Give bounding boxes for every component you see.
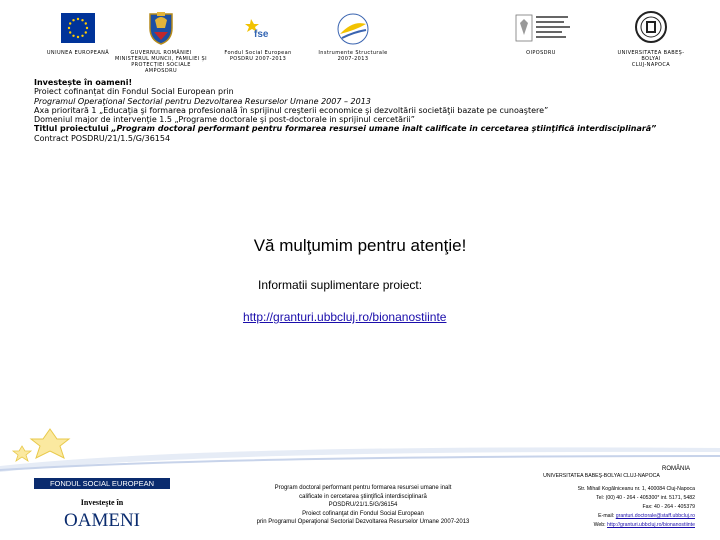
- program-line: Programul Operaţional Sectorial pentru Dezvoltarea Resurselor Umane 2007 – 2013: [34, 96, 371, 106]
- ministry-education-logo: [514, 12, 574, 46]
- intervention-domain-line: Domeniul major de intervenţie 1.5 „Programe doctorale şi post-doctorale in sprijinul cercetării”: [34, 115, 415, 125]
- svg-text:fse: fse: [254, 29, 269, 40]
- eu-star: [77, 36, 79, 38]
- fax-line: Fax: 40 - 264 - 405379: [642, 504, 695, 510]
- eu-star: [85, 22, 87, 24]
- contract-line: Contract POSDRU/21/1.5/G/36154: [34, 133, 171, 143]
- eu-caption: UNIUNEA EUROPEANĂ: [46, 50, 110, 56]
- oiposdru-caption: OIPOSDRU: [526, 50, 556, 56]
- project-info: [34, 78, 656, 143]
- eu-star: [69, 31, 71, 33]
- footer-fse-block: [34, 478, 170, 538]
- structural-instruments-caption: Instrumente Structurale 2007-2013: [318, 50, 388, 62]
- eu-flag-logo: [61, 13, 95, 43]
- slogan: Investește în oameni!: [34, 78, 133, 87]
- eu-star: [86, 27, 88, 29]
- fse-caption: Fondul Social European POSDRU 2007-2013: [224, 50, 292, 62]
- footer-romania-label: ROMÂNIA: [662, 466, 691, 472]
- footer-project-block: Program doctoral performant pentru formarea resursei umane inalt calificate in cercetarea ştiinţifică interdisciplinară POSDRU/21/1.5/G/36154 Proiect cofinanţat din Fondul Social European prin Programul Operaţional Sectorial Dezvoltarea Resurselor Umane 2007-2013: [256, 485, 470, 525]
- tel-line: Tel: (00) 40 - 264 - 405300* int. 5171, 5482: [596, 495, 695, 501]
- priority-axis-line: Axa prioritară 1 „Educaţia şi formarea profesională în sprijinul creşterii economice şi dezvoltării societăţii bazate pe cunoaştere”: [34, 105, 549, 115]
- romania-coat-of-arms-logo: [146, 10, 176, 46]
- cofinancing-line: Proiect cofinanțat din Fondul Social European prin: [34, 87, 234, 97]
- oameni-label: OAMENI: [64, 510, 140, 531]
- eu-star: [81, 35, 83, 37]
- eu-star: [77, 18, 79, 20]
- footer-contact-block: [508, 472, 695, 530]
- address-line: Str. Mihail Kogălniceanu nr. 1, 400084 Cluj-Napoca: [577, 486, 695, 492]
- ubb-caption: UNIVERSITATEA BABEȘ- BOLYAI CLUJ-NAPOCA: [617, 50, 685, 68]
- web-link[interactable]: http://granturi.ubbcluj.ro/bionanostiinte: [607, 522, 695, 528]
- fse-logo: [245, 15, 273, 41]
- romania-caption: GUVERNUL ROMÂNIEI MINISTERUL MUNCII, FAMILIEI ȘI PROTECȚIEI SOCIALE AMPOSDRU: [115, 50, 207, 74]
- more-info-label: Informatii suplimentare proiect:: [258, 278, 423, 292]
- project-link[interactable]: http://granturi.ubbcluj.ro/bionanostiinte: [243, 310, 447, 324]
- web-line: Web: http://granturi.ubbcluj.ro/bionanostiinte: [593, 522, 695, 528]
- eu-star: [68, 27, 70, 29]
- header-logos: [0, 0, 720, 78]
- email-line: E-mail: granturi.doctorale@staff.ubbcluj.ro: [598, 513, 695, 519]
- ubb-footer-title: UNIVERSITATEA BABEŞ-BOLYAI CLUJ-NAPOCA: [543, 473, 660, 479]
- eu-star: [72, 19, 74, 21]
- eu-star: [81, 19, 83, 21]
- project-title-value: „Program doctoral performant pentru formarea resursei umane inalt calificate in cercetarea ştiinţifică interdisciplinară”: [111, 124, 657, 134]
- ubb-logo: [634, 10, 668, 44]
- eu-star: [85, 31, 87, 33]
- thank-you-title: Vă mulţumim pentru atenţie!: [253, 236, 467, 255]
- fse-label-bar: FONDUL SOCIAL EUROPEAN: [34, 478, 170, 489]
- project-title-line: [34, 124, 656, 133]
- structural-instruments-logo: [336, 12, 370, 46]
- email-link[interactable]: granturi.doctorale@staff.ubbcluj.ro: [615, 513, 695, 519]
- invest-label: Investeşte în: [80, 498, 124, 507]
- eu-star: [72, 35, 74, 37]
- project-title-label: Titlul proiectului: [34, 124, 109, 134]
- eu-star: [69, 22, 71, 24]
- footer-stars-swoosh: [0, 426, 720, 476]
